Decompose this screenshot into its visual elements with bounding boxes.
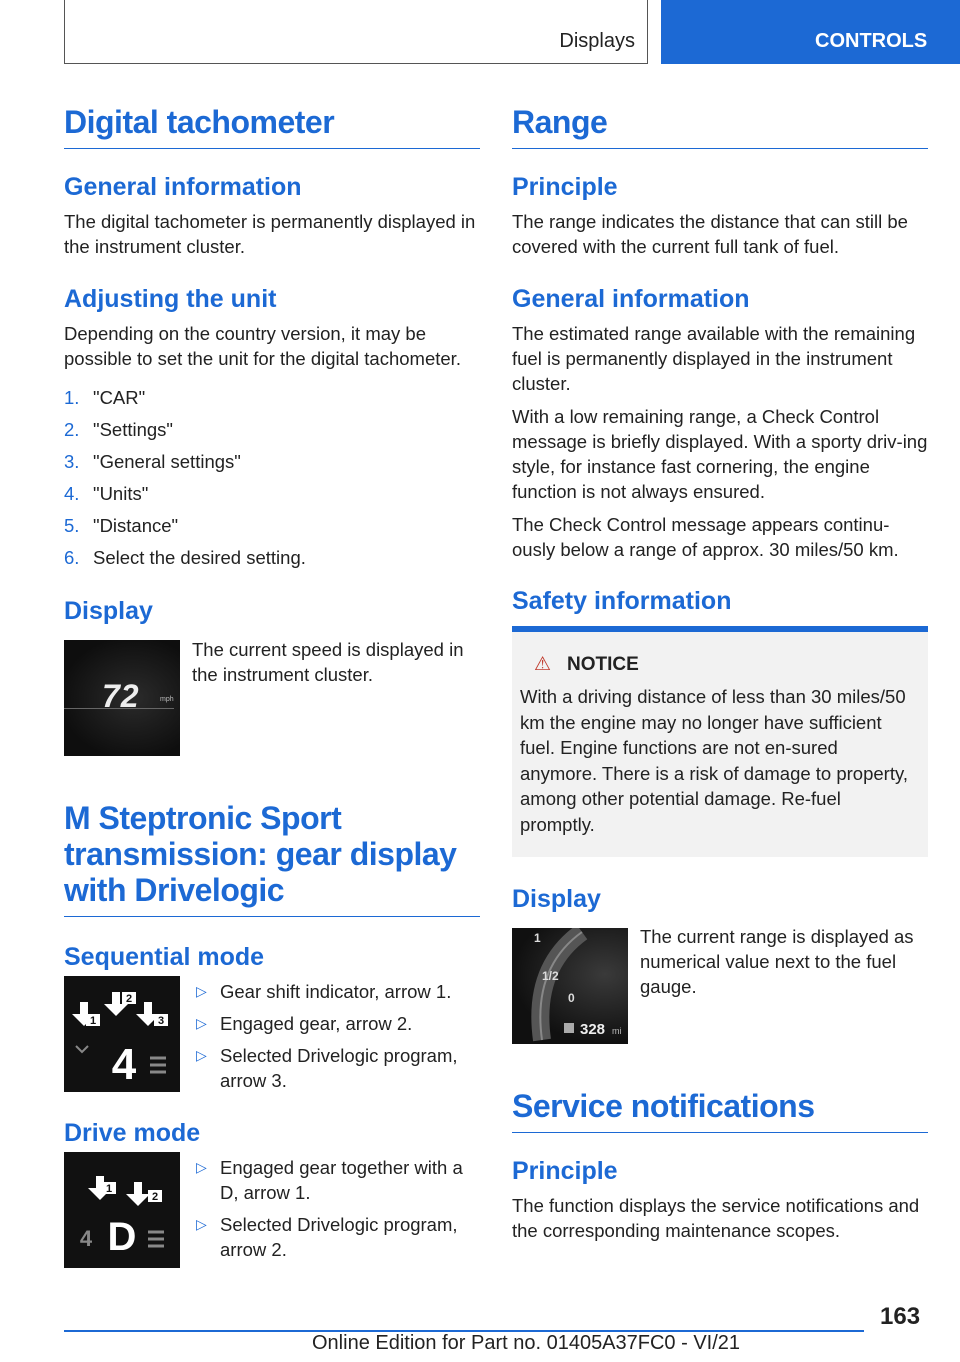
display-heading: Display xyxy=(64,597,153,625)
footer-edition: Online Edition for Part no. 01405A37FC0 - VI/21 xyxy=(312,1332,741,1354)
principle-heading: Principle xyxy=(512,173,618,201)
step-item: 6. Select the desired setting. xyxy=(64,547,306,568)
drive-gear-graphic xyxy=(64,1152,180,1268)
arrow-label-1: 1 xyxy=(105,1183,113,1195)
engaged-gear: 4 xyxy=(111,1040,137,1089)
general-info-heading: General information xyxy=(64,173,302,201)
gauge-label-empty: 0 xyxy=(568,991,575,1005)
page-number: 163 xyxy=(880,1303,921,1330)
gauge-label-full: 1 xyxy=(534,931,541,945)
list-item: ▷ Engaged gear together with a D, arrow 1. xyxy=(196,1157,463,1203)
list-item: ▷ Engaged gear, arrow 2. xyxy=(196,1013,413,1034)
service-principle-heading: Principle xyxy=(512,1157,618,1185)
step-item: 4. "Units" xyxy=(64,483,149,504)
arrow-label-2: 2 xyxy=(151,1191,159,1203)
drive-mode-list xyxy=(192,1155,480,1269)
principle-text: The range indicates the distance that can still be covered with the current full tank of fuel. xyxy=(512,211,908,257)
general-info-text: The digital tachometer is permanently displayed in the instrument cluster. xyxy=(64,211,476,257)
arrow-label-1: 1 xyxy=(89,1015,97,1027)
arrow-label-2: 2 xyxy=(125,993,133,1005)
step-item: 3. "General settings" xyxy=(64,451,241,472)
display-heading: Display xyxy=(512,885,601,913)
adjust-unit-heading: Adjusting the unit xyxy=(64,285,277,313)
general-info-heading: General information xyxy=(512,285,750,313)
adjust-unit-text: Depending on the country version, it may be possible to set the unit for the digital tachometer. xyxy=(64,323,461,369)
drive-small-gear: 4 xyxy=(79,1226,93,1251)
sequential-mode-list xyxy=(192,979,480,1100)
range-heading: Range xyxy=(512,104,928,149)
drive-gear: D xyxy=(107,1215,137,1259)
range-display-text: The current range is displayed as numerical value next to the fuel gauge. xyxy=(640,926,914,997)
step-item: 2. "Settings" xyxy=(64,419,173,440)
warning-icon: ⚠ xyxy=(534,654,552,675)
list-item: ▷ Selected Drivelogic program, arrow 2. xyxy=(196,1214,458,1260)
sequential-mode-image xyxy=(64,976,180,1092)
display-text: The current speed is displayed in the instrument cluster. xyxy=(192,639,464,685)
speed-value: 72 xyxy=(102,678,140,714)
notice-box xyxy=(512,626,928,857)
notice-title: NOTICE xyxy=(567,654,639,675)
safety-info-heading: Safety information xyxy=(512,587,732,615)
steptronic-heading: M Steptronic Sport transmission: gear display with Drivelogic xyxy=(64,800,480,917)
step-item: 5. "Distance" xyxy=(64,515,179,536)
fuel-gauge-graphic xyxy=(512,928,628,1044)
step-item: 1. "CAR" xyxy=(64,387,146,408)
general-info-p3: The Check Control message appears continu-ously below a range of approx. 30 miles/50 km. xyxy=(512,514,899,560)
header-chapter-title: CONTROLS xyxy=(815,30,928,52)
range-unit: mi xyxy=(612,1026,622,1036)
speed-display-image xyxy=(64,640,180,756)
drive-mode-heading: Drive mode xyxy=(64,1119,201,1147)
tachometer-heading: Digital tachometer xyxy=(64,104,480,149)
service-notifications-heading: Service notifications xyxy=(512,1088,928,1133)
header-section-title: Displays xyxy=(559,30,635,52)
general-info-p1: The estimated range available with the remaining fuel is permanently displayed in the instrument cluster. xyxy=(512,323,916,394)
list-item: ▷ Selected Drivelogic program, arrow 3. xyxy=(196,1045,458,1091)
list-item: ▷ Gear shift indicator, arrow 1. xyxy=(196,981,452,1002)
header-section-box xyxy=(64,0,648,64)
sequential-gear-graphic xyxy=(64,976,180,1092)
speed-unit: mph xyxy=(160,696,174,703)
settings-steps xyxy=(64,382,480,574)
range-value: 328 xyxy=(580,1021,606,1038)
service-principle-text: The function displays the service notifications and the corresponding maintenance scopes. xyxy=(512,1195,920,1241)
notice-text: With a driving distance of less than 30 miles/50 km the engine may no longer have sufficient fuel. Engine functions are not en-sured anymore. There is a risk of damage to property, among other potential damage. Re-fuel promptly. xyxy=(520,686,908,835)
drive-mode-image xyxy=(64,1152,180,1268)
fuel-pump-icon xyxy=(564,1023,574,1033)
sequential-mode-heading: Sequential mode xyxy=(64,943,265,971)
arrow-label-3: 3 xyxy=(157,1015,165,1027)
gauge-label-half: 1/2 xyxy=(542,969,559,983)
header-chapter-tab xyxy=(661,0,960,64)
notice-title-row xyxy=(520,652,920,678)
general-info-p2: With a low remaining range, a Check Control message is briefly displayed. With a sporty driv-ing style, for instance fast cornering, the engine function is not always ensured. xyxy=(512,406,928,502)
range-display-image xyxy=(512,928,628,1044)
